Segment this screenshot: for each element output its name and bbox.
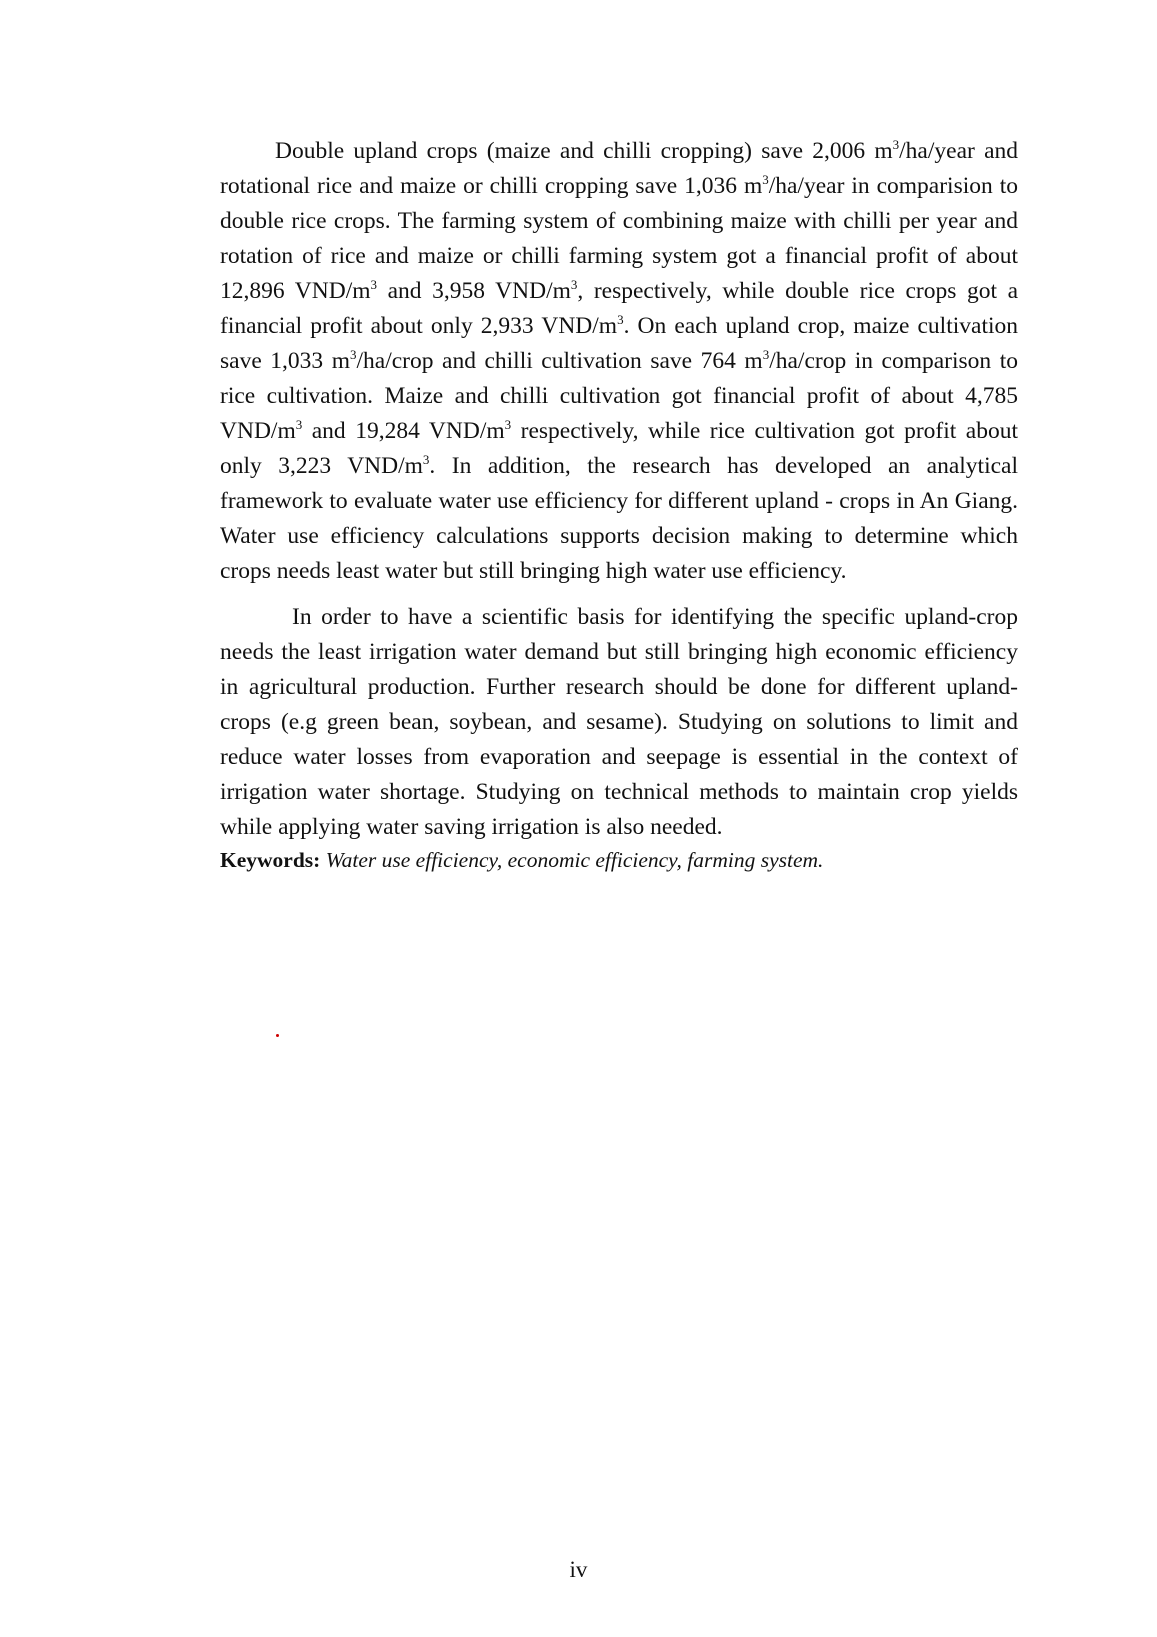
superscript-3: 3 [762, 172, 769, 188]
superscript-3: 3 [617, 312, 624, 328]
superscript-3: 3 [570, 277, 578, 293]
paragraph-1-segment: . On each upland crop, maize cultivation save 1,033 m [220, 313, 1018, 374]
paragraph-1-segment: and 3,958 VND/m [377, 278, 571, 304]
superscript-3: 3 [892, 137, 900, 153]
paragraph-1-segment: . In addition, the research has developed an analytical framework to evaluate water use efficiency for different upland - crops in An Giang. Water use efficiency calculations supports decision making to determine which crops needs least water but still bringing high water use efficiency. [220, 453, 1018, 584]
superscript-3: 3 [422, 452, 430, 468]
paragraph-1-segment: , respectively, while double rice crops got a financial profit about only 2,933 VND/m [220, 278, 1019, 339]
paragraph-1 [220, 134, 1018, 589]
paragraph-1-segment: and 19,284 VND/m [302, 418, 505, 444]
keywords-text: Water use efficiency, economic efficiency, farming system. [325, 848, 824, 872]
paragraph-1-segment: /ha/year in comparision to double rice crops. The farming system of combining maize with chilli per year and rotation of rice and maize or chilli farming system got a financial profit of about 12,896 VND/m [220, 173, 1018, 304]
paragraph-1-segment: Double upland crops (maize and chilli cropping) save 2,006 m [275, 138, 893, 164]
superscript-3: 3 [762, 347, 770, 363]
page-content [220, 134, 1018, 875]
paragraph-1-segment: /ha/crop and chilli cultivation save 764 m [356, 348, 763, 374]
paragraph-1-segment: respectively, while rice cultivation got profit about only 3,223 VND/m [220, 418, 1018, 479]
keywords-label: Keywords: [220, 848, 321, 872]
superscript-3: 3 [349, 347, 357, 363]
superscript-3: 3 [370, 277, 378, 293]
page-number: iv [569, 1557, 588, 1582]
superscript-3: 3 [295, 417, 303, 433]
paragraph-1-segment: /ha/year and rotational rice and maize or chilli cropping save 1,036 m [220, 138, 1019, 199]
paragraph-2: In order to have a scientific basis for identifying the specific upland-crop needs the least irrigation water demand but still bringing high economic efficiency in agricultural production. Further research should be done for different upland-crops (e.g green bean, soybean, and sesame). Studying on solutions to limit and reduce water losses from evaporation and seepage is essential in the context of irrigation water shortage. Studying on technical methods to maintain crop yields while applying water saving irrigation is also needed. [220, 604, 1018, 840]
paragraph-1-segment: /ha/crop in comparison to rice cultivation. Maize and chilli cultivation got financial profit of about 4,785 VND/m [220, 348, 1018, 444]
keywords-line [220, 845, 1018, 875]
red-dot-mark [276, 1034, 279, 1037]
superscript-3: 3 [504, 417, 512, 433]
